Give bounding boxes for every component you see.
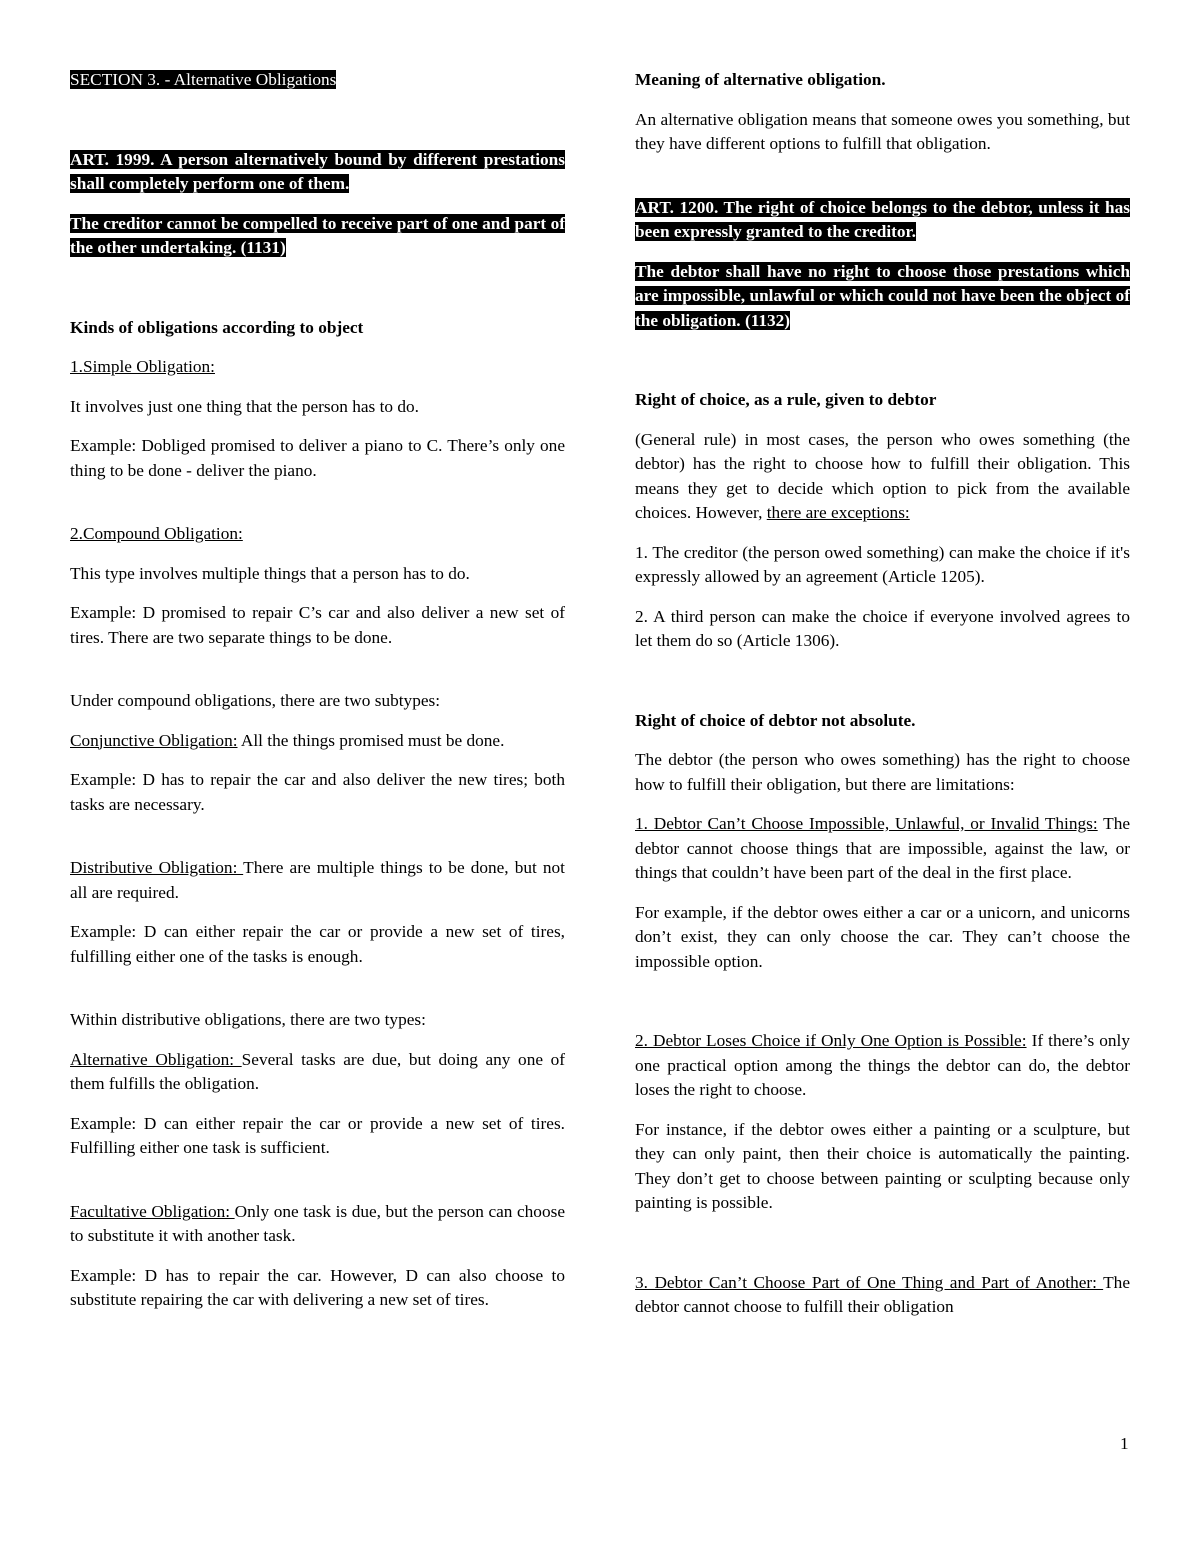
rule-heading: Right of choice, as a rule, given to debtor (635, 390, 937, 409)
exception-2: 2. A third person can make the choice if everyone involved agrees to let them do so (Article 1306). (635, 606, 1130, 650)
facultative-obligation: Facultative Obligation: Only one task is due, but the person can choose to substitute it with another task. (70, 1201, 565, 1245)
rule-text: (General rule) in most cases, the person who owes something (the debtor) has the right to choose how to fulfill their obligation. This means they get to decide which option to pick from the available choices. However, there are exceptions: (635, 429, 1130, 522)
section-title: SECTION 3. - Alternative Obligations (70, 70, 337, 89)
compound-obligation-example: Example: D promised to repair C’s car and also deliver a new set of tires. There are two separate things to be done. (70, 603, 565, 647)
alternative-example: Example: D can either repair the car or provide a new set of tires. Fulfilling either one task is sufficient. (70, 1113, 565, 1157)
article-1200-paragraph-2: The debtor shall have no right to choose those prestations which are impossible, unlawful or which could not have been the object of the obligation. (1132) (635, 261, 1130, 330)
compound-obligation-description: This type involves multiple things that a person has to do. (70, 563, 470, 583)
page-number: 1 (1120, 1434, 1129, 1453)
within-distributive-intro: Within distributive obligations, there are two types: (70, 1010, 426, 1029)
subtypes-intro: Under compound obligations, there are two subtypes: (70, 691, 441, 710)
simple-obligation-heading: 1.Simple Obligation: (70, 357, 215, 376)
article-1999-paragraph-1: ART. 1999. A person alternatively bound by different prestations shall completely perform one of them. (70, 149, 565, 193)
alternative-obligation: Alternative Obligation: Several tasks are due, but doing any one of them fulfills the obligation. (70, 1049, 566, 1093)
conjunctive-obligation: Conjunctive Obligation: All the things promised must be done. (70, 730, 505, 750)
distributive-obligation: Distributive Obligation: There are multiple things to be done, but not all are required. (70, 858, 565, 902)
not-absolute-text: The debtor (the person who owes something) has the right to choose how to fulfill their obligation, but there are limitations: (635, 750, 1130, 794)
simple-obligation-example: Example: Dobliged promised to deliver a piano to C. There’s only one thing to be done - deliver the piano. (70, 436, 565, 480)
conjunctive-example: Example: D has to repair the car and also deliver the new tires; both tasks are necessary. (70, 770, 565, 814)
compound-obligation-heading: 2.Compound Obligation: (70, 524, 243, 543)
right-column (635, 68, 1130, 1335)
simple-obligation-description: It involves just one thing that the person has to do. (70, 396, 419, 416)
limitation-3: 3. Debtor Can’t Choose Part of One Thing and Part of Another: The debtor cannot choose to fulfill their obligation (635, 1272, 1130, 1316)
left-column (70, 68, 565, 1328)
exception-1: 1. The creditor (the person owed something) can make the choice if it's expressly allowed by an agreement (Article 1205). (635, 542, 1130, 586)
limitation-1-example: For example, if the debtor owes either a car or a unicorn, and unicorns don’t exist, they can only choose the car. They can’t choose the impossible option. (635, 902, 1130, 971)
article-1200-paragraph-1: ART. 1200. The right of choice belongs to the debtor, unless it has been expressly granted to the creditor. (635, 197, 1130, 241)
limitation-2-example: For instance, if the debtor owes either a painting or a sculpture, but they can only paint, then their choice is automatically the painting. They don’t get to choose between painting or sculpting because only painting is possible. (635, 1119, 1130, 1212)
distributive-example: Example: D can either repair the car or provide a new set of tires, fulfilling either one of the tasks is enough. (70, 922, 565, 966)
meaning-text: An alternative obligation means that someone owes you something, but they have different options to fulfill that obligation. (635, 109, 1130, 153)
kinds-heading: Kinds of obligations according to object (70, 317, 364, 337)
meaning-heading: Meaning of alternative obligation. (635, 70, 886, 89)
facultative-example: Example: D has to repair the car. However, D can also choose to substitute repairing the car with delivering a new set of tires. (70, 1265, 565, 1309)
article-1999-paragraph-2: The creditor cannot be compelled to receive part of one and part of the other undertaking. (1131) (70, 213, 565, 257)
not-absolute-heading: Right of choice of debtor not absolute. (635, 710, 916, 730)
limitation-2: 2. Debtor Loses Choice if Only One Option is Possible: If there’s only one practical option among the things the debtor can do, the debtor loses the right to choose. (635, 1031, 1130, 1099)
limitation-1: 1. Debtor Can’t Choose Impossible, Unlawful, or Invalid Things: The debtor cannot choose things that are impossible, against the law, or things that couldn’t have been part of the deal in the first place. (635, 814, 1131, 882)
